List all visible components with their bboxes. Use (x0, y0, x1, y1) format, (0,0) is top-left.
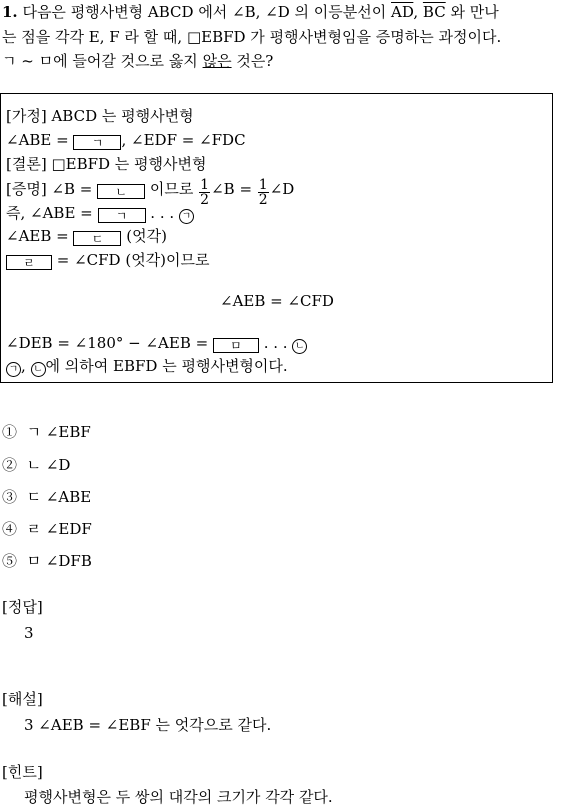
proof-l7b: = ∠CFD (엇각)이므로 (52, 251, 210, 269)
question-text-3b: 것은? (231, 52, 274, 70)
proof-l10b: 에 의하여 EBFD 는 평행사변형이다. (45, 357, 288, 375)
circled-nieun-icon-2: ㄴ (31, 362, 46, 377)
question-number: 1. (2, 3, 18, 21)
blank-digeut: ㄷ (73, 231, 121, 246)
proof-l6b: (엇각) (121, 227, 167, 245)
proof-l5a: 즉, ∠ABE = (6, 204, 98, 222)
choice-1[interactable] (2, 422, 91, 442)
question-text-3a: ㄱ ~ ㅁ에 들어갈 것으로 옳지 (2, 52, 203, 70)
explanation-header: [해설] (2, 690, 43, 708)
proof-line-5 (6, 203, 194, 224)
circled-giyeok-icon: ㄱ (179, 209, 194, 224)
proof-assumption: [가정] ABCD 는 평행사변형 (6, 107, 194, 125)
blank-mieum: ㅁ (213, 338, 259, 353)
choice-2-text: ㄴ ∠D (26, 456, 71, 474)
proof-l4d: ∠D (269, 180, 295, 198)
proof-line-10 (6, 356, 288, 377)
choice-5[interactable] (2, 551, 92, 571)
choice-1-mark: ① (2, 423, 18, 441)
comma: , (413, 3, 423, 21)
proof-line-2 (6, 130, 246, 150)
underlined-not: 않은 (202, 52, 232, 70)
proof-l9a: ∠DEB = ∠180° − ∠AEB = (6, 334, 213, 352)
proof-line-9 (6, 333, 307, 354)
choice-4[interactable] (2, 519, 92, 539)
choice-2[interactable] (2, 455, 70, 475)
choice-2-mark: ② (2, 456, 18, 474)
proof-l4c: ∠B = (211, 180, 257, 198)
proof-line-6 (6, 226, 167, 246)
choice-3[interactable] (2, 487, 91, 507)
proof-l2a: ∠ABE = (6, 131, 74, 149)
fraction-half-1 (199, 178, 210, 207)
question-text-1a: 다음은 평행사변형 ABCD 에서 ∠B, ∠D 의 이등분선이 (22, 3, 392, 21)
blank-nieun: ㄴ (97, 184, 145, 199)
choice-3-mark: ③ (2, 488, 18, 506)
choice-4-mark: ④ (2, 520, 18, 538)
choice-5-mark: ⑤ (2, 552, 18, 570)
question-line-1 (2, 2, 499, 22)
segment-bc: $\overline{BC}$ (422, 3, 446, 21)
proof-l4a: [증명] ∠B = (6, 180, 98, 198)
frac-num: 1 (200, 177, 210, 193)
proof-conclusion: [결론] □EBFD 는 평행사변형 (6, 155, 207, 173)
hint-text: 평행사변형은 두 쌍의 대각의 크기가 각각 같다. (24, 788, 333, 806)
proof-l4b: 이므로 (145, 180, 199, 198)
explanation-text: 3 ∠AEB = ∠EBF 는 엇각으로 같다. (24, 716, 272, 734)
proof-l9b: . . . (258, 334, 293, 352)
proof-l6a: ∠AEB = (6, 227, 74, 245)
frac-num: 1 (258, 177, 268, 193)
question-line-2: 는 점을 각각 E, F 라 할 때, □EBFD 가 평행사변형임을 증명하는 과정이다. (2, 28, 502, 46)
fraction-half-2 (258, 178, 269, 207)
proof-l2b: , ∠EDF = ∠FDC (121, 131, 246, 149)
hint-header: [힌트] (2, 763, 43, 781)
frac-den: 2 (258, 192, 268, 208)
choice-3-text: ㄷ ∠ABE (26, 488, 92, 506)
choice-4-text: ㄹ ∠EDF (26, 520, 92, 538)
choice-1-text: ㄱ ∠EBF (26, 423, 91, 441)
question-text-1b: 와 만나 (445, 3, 499, 21)
blank-giyeok: ㄱ (73, 135, 121, 150)
answer-header: [정답] (2, 598, 43, 616)
frac-den: 2 (200, 192, 210, 208)
circled-nieun-icon: ㄴ (292, 339, 307, 354)
proof-l10a: , (21, 357, 31, 375)
circled-giyeok-icon-2: ㄱ (6, 362, 21, 377)
proof-l5b: . . . (145, 204, 179, 222)
blank-giyeok-2: ㄱ (98, 208, 146, 223)
choice-5-text: ㅁ ∠DFB (26, 552, 92, 570)
blank-rieul: ㄹ (6, 255, 52, 270)
segment-ad: $\overline{AD}$ (391, 3, 414, 21)
question-line-3 (2, 51, 273, 71)
proof-center-equation: ∠AEB = ∠CFD (220, 292, 334, 310)
answer-value: 3 (24, 624, 34, 642)
proof-line-7 (6, 250, 210, 270)
